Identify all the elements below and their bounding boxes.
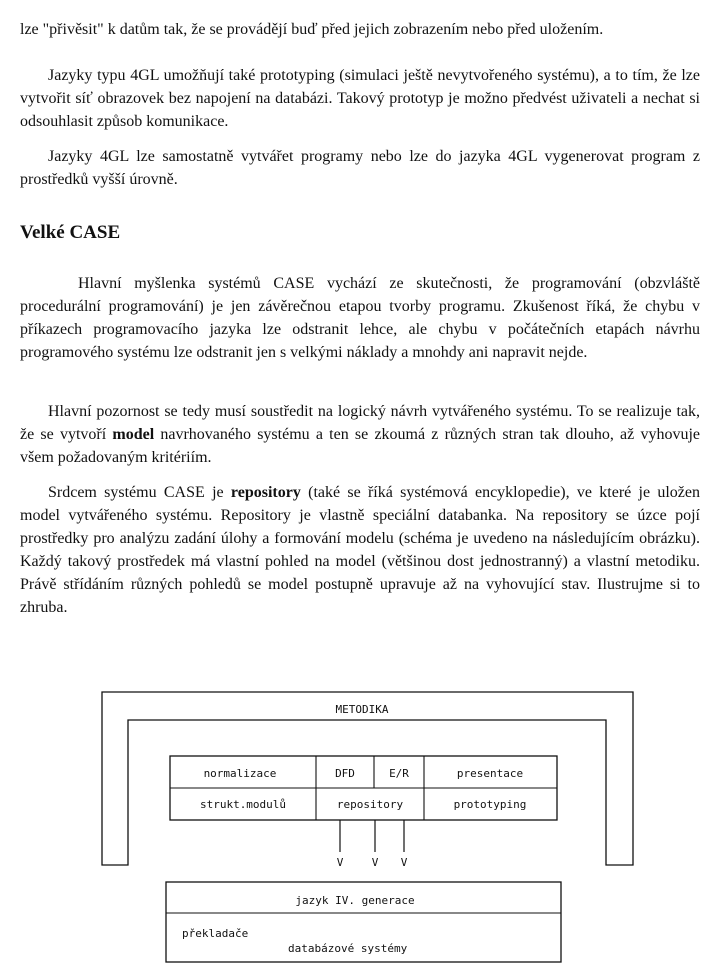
cell-normalizace: normalizace xyxy=(203,767,277,780)
arrow-head-2: V xyxy=(371,856,379,869)
metodika-frame xyxy=(102,692,633,865)
databazove-systemy-label: databázové systémy xyxy=(288,942,408,955)
repository-text-before: Srdcem systému CASE je xyxy=(48,484,231,501)
cell-prototyping: prototyping xyxy=(453,798,527,811)
cell-repository: repository xyxy=(336,798,404,811)
repository-text-after: (také se říká systémová encyklopedie), ve které je uložen model vytvářeného systému. Repository je vlastně speciální databanka. Na repository se úzce pojí prostředky pro analýzu zadání úlohy a formování modelu (schéma je uvedeno na následujícím obrázku). Každý takový prostředek má vlastní pohled na model (většinou dost jednostranný) a vlastní metodiku. Právě střídáním různých pohledů se model postupně upravuje až na vyhovující stav. Ilustrujme si to zhruba. xyxy=(20,484,701,616)
jazyk-label: jazyk IV. generace xyxy=(295,894,415,907)
paragraph-continued: lze "přivěsit" k datům tak, že se provádějí buď před jejich zobrazením nebo před uložením. xyxy=(20,21,604,38)
paragraph-prototyping: Jazyky typu 4GL umožňují také prototyping (simulaci ještě nevytvořeného systému), a to tím, že lze vytvořit síť obrazovek bez napojení na databázi. Takový prototyp je možno předvést uživateli a nechat si odsouhlasit způsob komunikace. xyxy=(20,67,700,130)
paragraph-main-idea: Hlavní myšlenka systémů CASE vychází ze skutečnosti, že programování (obzvláště procedurální programování) je jen závěrečnou etapou tvorby programu. Zkušenost říká, že chybu v příkazech programovacího jazyka lze odstranit lehce, ale chybu v počátečních etapách návrhu programového systému lze odstranit jen s velkými náklady a mnohdy ani napravit nejde. xyxy=(20,275,700,361)
model-text-before: Hlavní pozornost se tedy musí soustředit na logický návrh vytvářeného systému. To se realizuje tak, že se vytvoří xyxy=(20,403,700,443)
prekladace-label: překladače xyxy=(182,927,249,940)
model-text-after: navrhovaného systému a ten se zkoumá z různých stran tak dlouho, až vyhovuje všem požadovaným kritériím. xyxy=(20,426,701,466)
cell-presentace: presentace xyxy=(456,767,524,780)
cell-dfd: DFD xyxy=(335,767,355,780)
repository-term: repository xyxy=(230,484,301,501)
paragraph-4gl: Jazyky 4GL lze samostatně vytvářet programy nebo lze do jazyka 4GL vygenerovat program z prostředků vyšší úrovně. xyxy=(20,148,700,188)
cell-strukt-modulu: strukt.modulů xyxy=(199,798,287,811)
metodika-label: METODIKA xyxy=(335,703,389,716)
model-term: model xyxy=(112,426,155,443)
arrow-head-3: V xyxy=(400,856,408,869)
cell-er: E/R xyxy=(389,767,409,780)
arrow-head-1: V xyxy=(336,856,344,869)
section-heading: Velké CASE xyxy=(20,222,121,243)
